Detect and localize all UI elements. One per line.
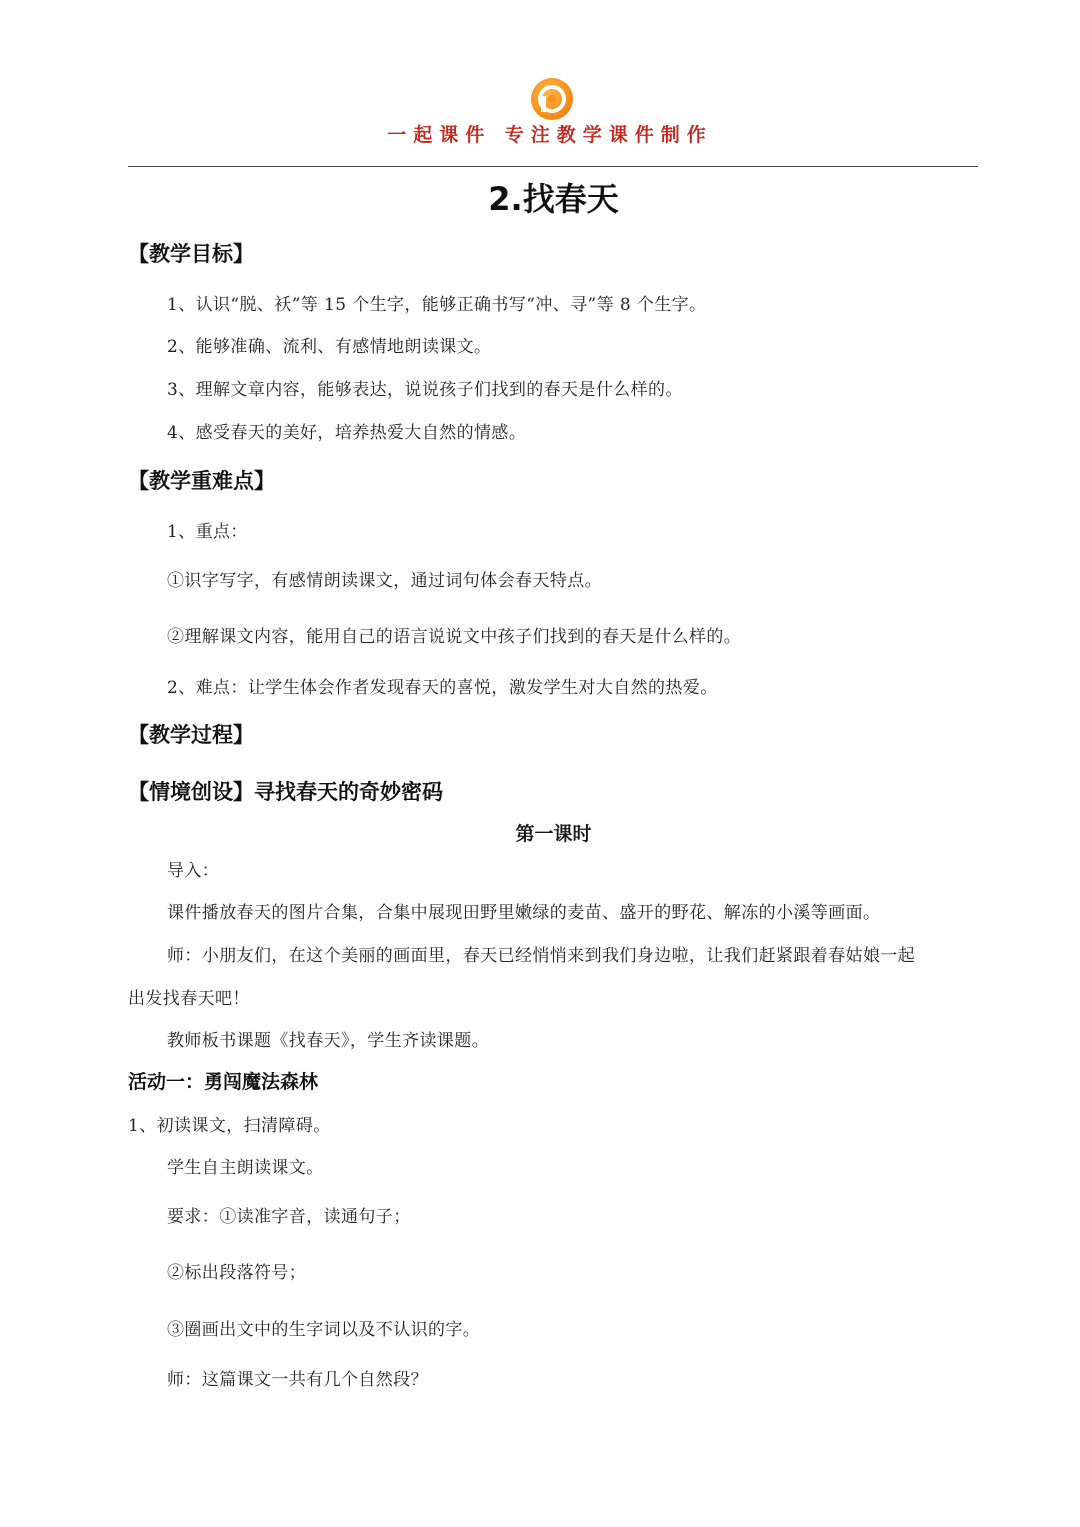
document-title: 2.找春天 (488, 180, 619, 218)
objective-item: 3、理解文章内容，能够表达，说说孩子们找到的春天是什么样的。 (167, 380, 683, 400)
header-divider (128, 166, 978, 167)
read-aloud-line: 学生自主朗读课文。 (167, 1158, 324, 1178)
objective-item: 4、感受春天的美好，培养热爱大自然的情感。 (167, 423, 527, 443)
header-slogan: 一起课件 专注教学课件制作 (387, 124, 713, 146)
requirement-item: 要求：①读准字音，读通句子； (167, 1207, 411, 1227)
objectives-heading: 【教学目标】 (128, 242, 254, 266)
scenario-heading: 【情境创设】寻找春天的奇妙密码 (128, 780, 443, 804)
intro-line: 师：小朋友们，在这个美丽的画面里，春天已经悄悄来到我们身边啦，让我们赶紧跟着春姑娘一起 (167, 946, 916, 966)
intro-line: 课件播放春天的图片合集，合集中展现田野里嫩绿的麦苗、盛开的野花、解冻的小溪等画面。 (167, 903, 881, 923)
intro-line: 出发找春天吧！ (128, 989, 250, 1009)
question-line: 师：这篇课文一共有几个自然段？ (167, 1370, 428, 1390)
lesson-heading: 第一课时 (515, 823, 592, 845)
key-points-heading: 【教学重难点】 (128, 469, 275, 493)
intro-label: 导入： (167, 861, 220, 881)
objective-item: 2、能够准确、流利、有感情地朗读课文。 (167, 337, 492, 357)
activity1-title: 活动一：勇闯魔法森林 (128, 1071, 319, 1093)
process-heading: 【教学过程】 (128, 723, 254, 747)
difficulty-line: 2、难点：让学生体会作者发现春天的喜悦，激发学生对大自然的热爱。 (167, 678, 718, 698)
activity1-step: 1、初读课文，扫清障碍。 (128, 1116, 331, 1136)
focus-item: ①识字写字，有感情朗读课文，通过词句体会春天特点。 (167, 571, 602, 591)
requirement-item: ③圈画出文中的生字词以及不认识的字。 (167, 1320, 481, 1340)
focus-item: ②理解课文内容，能用自己的语言说说文中孩子们找到的春天是什么样的。 (167, 627, 742, 647)
p-logo-icon (531, 78, 573, 120)
objective-item: 1、认识“脱、袄”等 15 个生字，能够正确书写“冲、寻”等 8 个生字。 (167, 295, 707, 315)
focus-label: 1、重点： (167, 522, 248, 542)
intro-line: 教师板书课题《找春天》，学生齐读课题。 (167, 1031, 490, 1051)
requirement-item: ②标出段落符号； (167, 1263, 307, 1283)
